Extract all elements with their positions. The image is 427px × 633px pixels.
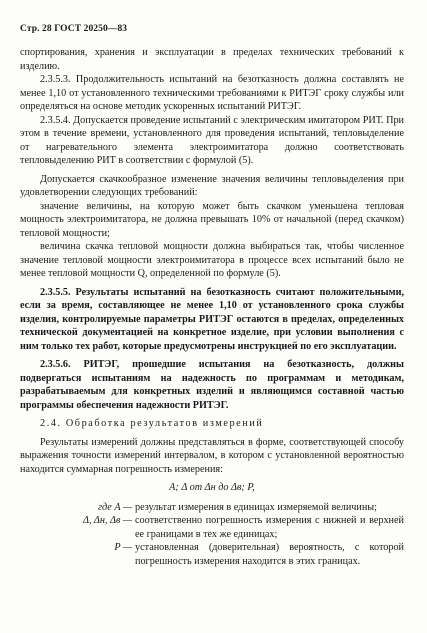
page-header: Стр. 28 ГОСТ 20250—83 [20, 24, 128, 34]
definition-term: Δ, Δн, Δв — [82, 515, 132, 526]
page-body [20, 46, 404, 568]
definition-list [20, 501, 404, 569]
paragraph-2-3-5-3: 2.3.5.3. Продолжительность испытаний на безотказность должна составлять не менее 1,10 от установленного техническими требованиями к РИТЭГ сроку службы или определяться на основе методик ускоренных испытаний РИТЭГ. [20, 74, 404, 112]
definition-desc: результат измерения в единицах измеряемой величины; [135, 501, 377, 513]
definition-item [20, 541, 404, 568]
paragraph-requirement-1: значение величины, на которую может быть скачком уменьшена тепловая мощность электроимитатора, не должна превышать 10% от начальной (перед скачком) тепловой мощности; [20, 200, 404, 239]
definition-item [20, 501, 404, 515]
paragraph-continuation: спортирования, хранения и эксплуатации в пределах технических требований к изделию. [20, 47, 404, 72]
definition-desc: соответственно погрешность измерения с нижней и верхней ее границами в тех же единицах; [135, 515, 404, 540]
paragraph-requirement-2: величина скачка тепловой мощности должна выбираться так, чтобы численное значение тепловой мощности электроимитатора в процессе всех испытаний было не менее тепловой мощности Q, определенной по формуле (5). [20, 241, 404, 279]
definition-desc: установленная (доверительная) вероятность, с которой погрешность измерения находится в этих границах. [135, 542, 404, 567]
paragraph-step-change: Допускается скачкообразное изменение значения величины тепловыделения при удовлетворении следующих требований: [20, 173, 404, 198]
paragraph-2-3-5-6: 2.3.5.6. РИТЭГ, прошедшие испытания на безотказность, должны подвергаться испытаниям на надежность по программам и методикам, разрабатываемым для конкретных изделий и являющимся составной частью программы обеспечения надежности РИТЭГ. [20, 359, 404, 411]
definition-term: P — [114, 542, 132, 553]
paragraph-2-3-5-5: 2.3.5.5. Результаты испытаний на безотказность считают положительными, если за время, составляющее не менее 1,10 от установленного срока службы изделия, контролируемые параметры РИТЭГ остаются в пределах, определенных технической документацией на конкретное изделие, при условии выполнения с ним только тех работ, которые предусмотрены инструкцией по его эксплуатации. [20, 286, 404, 352]
formula: A; Δ от Δн до Δв; P, [169, 482, 255, 493]
section-heading-2-4: 2.4. Обработка результатов измерений [40, 418, 264, 429]
paragraph-results: Результаты измерений должны представляться в форме, соответствующей способу выражения точности измерений интервалом, в котором с установленной вероятностью находится суммарная погрешность измерения: [20, 436, 404, 475]
definition-term: где A — [98, 501, 132, 513]
paragraph-2-3-5-4: 2.3.5.4. Допускается проведение испытаний с электрическим имитатором РИТ. При этом в течение времени, установленного для проведения испытаний, тепловыделение от нагревательного элемента электроимитатора должно соответствовать тепловыделению РИТ в соответствии с формулой (5). [20, 114, 404, 166]
definition-item [20, 514, 404, 541]
